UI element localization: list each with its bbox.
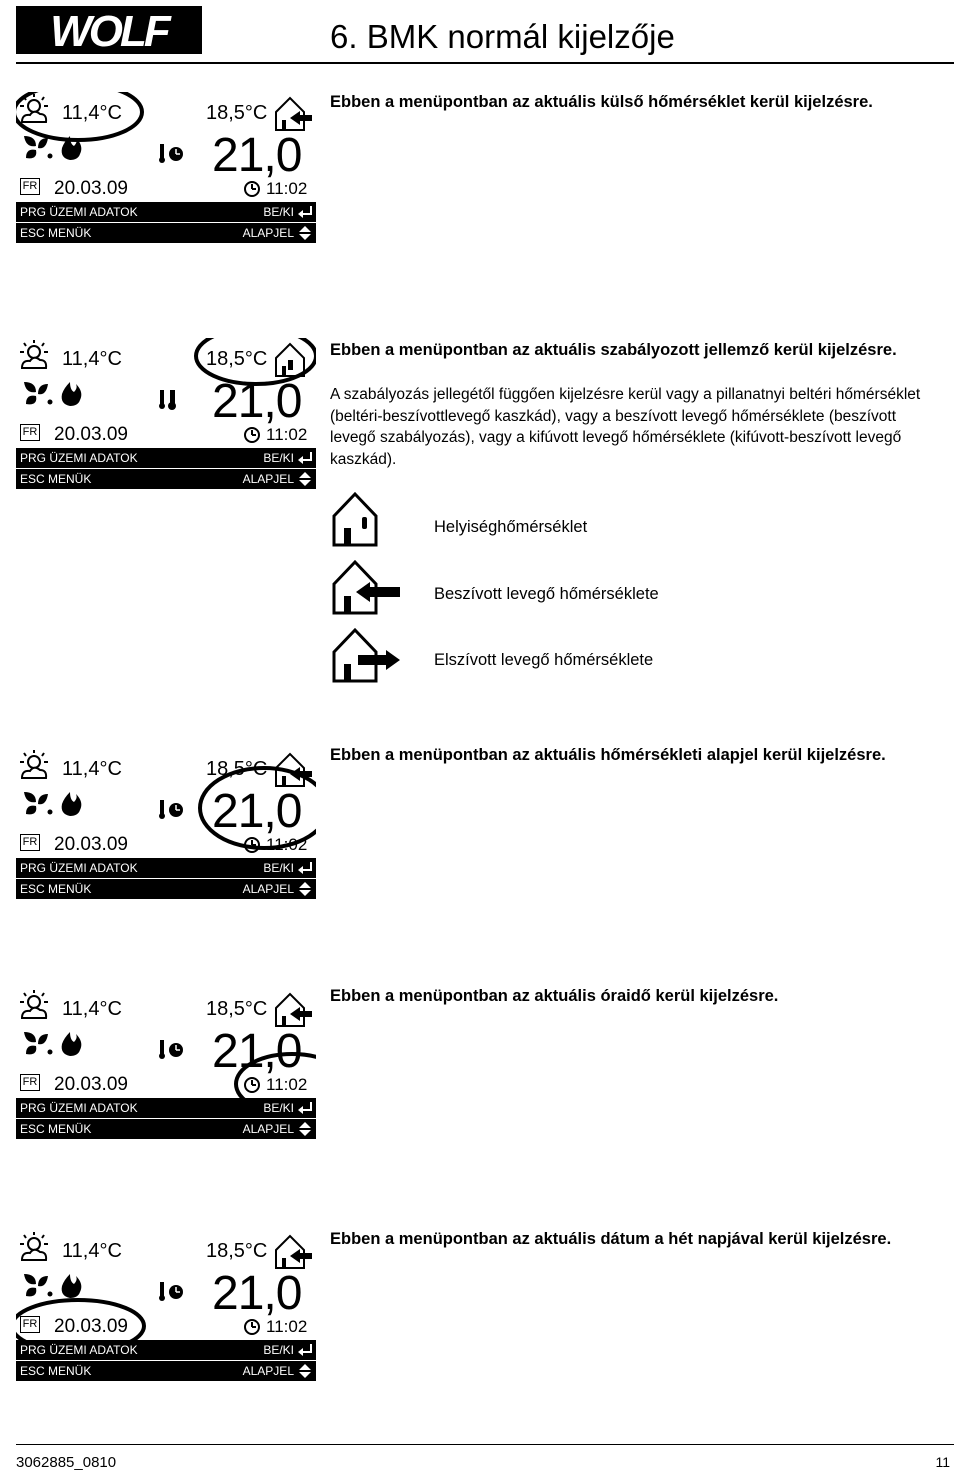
- date-readout: 20.03.09: [54, 1074, 128, 1095]
- weekday-badge: FR: [20, 424, 40, 441]
- softkey-bar-1: [16, 448, 316, 468]
- onoff-label: BE/KI: [263, 451, 294, 465]
- house-icon: [276, 344, 304, 376]
- setpoint-temperature: 18,5°C: [206, 348, 268, 370]
- weather-sun-cloud-icon: [20, 340, 48, 368]
- flame-icon: [62, 1032, 82, 1056]
- weekday-badge: FR: [20, 834, 40, 851]
- time-readout: 11:02: [266, 1317, 308, 1336]
- esc-label: ESC MENÜK: [20, 226, 92, 240]
- section-2-description: Ebben a menüpontban az aktuális szabályozott jellemző kerül kijelzésre.: [330, 341, 897, 359]
- prg-label: PRG ÜZEMI ADATOK: [20, 1101, 138, 1115]
- flame-icon: [62, 382, 82, 406]
- house-intake-arrow-icon: [330, 558, 402, 621]
- fan-icon: [24, 382, 53, 405]
- outside-temperature: 11,4°C: [62, 998, 122, 1020]
- up-down-arrows-icon: [298, 1363, 312, 1379]
- controlled-value: 21,0: [212, 129, 302, 182]
- up-down-arrows-icon: [298, 1121, 312, 1137]
- controller-display-1: [16, 92, 316, 244]
- softkey-bar-2: [16, 1119, 316, 1139]
- enter-icon: [297, 451, 313, 465]
- setpoint-label: ALAPJEL: [242, 1122, 294, 1136]
- outside-temperature: 11,4°C: [62, 102, 122, 124]
- section-5-description: Ebben a menüpontban az aktuális dátum a hét napjával kerül kijelzésre.: [330, 1230, 892, 1248]
- softkey-bar-1: [16, 858, 316, 878]
- wolf-logo: [16, 6, 202, 59]
- setpoint-temperature: 18,5°C: [206, 102, 268, 124]
- house-icon: [276, 1236, 312, 1268]
- thermometer-clock-icon: [159, 1282, 183, 1301]
- controller-display-5: [16, 1230, 316, 1382]
- onoff-label: BE/KI: [263, 205, 294, 219]
- date-readout: 20.03.09: [54, 424, 128, 445]
- time-readout: 11:02: [266, 835, 308, 854]
- weather-sun-cloud-icon: [20, 750, 48, 778]
- prg-label: PRG ÜZEMI ADATOK: [20, 1343, 138, 1357]
- setpoint-label: ALAPJEL: [242, 1364, 294, 1378]
- controller-display-3: [16, 748, 316, 900]
- softkey-bar-1: [16, 202, 316, 222]
- esc-label: ESC MENÜK: [20, 882, 92, 896]
- time-readout: 11:02: [266, 179, 308, 198]
- esc-label: ESC MENÜK: [20, 1122, 92, 1136]
- controlled-value: 21,0: [212, 1267, 302, 1320]
- outside-temperature: 11,4°C: [62, 1240, 122, 1262]
- date-readout: 20.03.09: [54, 1316, 128, 1337]
- thermometer-clock-icon: [159, 800, 183, 819]
- section-2-paragraph: A szabályozás jellegétől függően kijelzésre kerül vagy a pillanatnyi beltéri hőmérséklet (beltéri-beszívottlevegő kaszkád), vagy a beszívott levegő hőmérséklete (beszívott levegő szabályozás), vagy a kifúvott levegő hőmérséklete (kifúvott-beszívott levegő kaszkád).: [330, 386, 921, 468]
- onoff-label: BE/KI: [263, 861, 294, 875]
- house-icon: [276, 98, 312, 130]
- flame-icon: [62, 792, 82, 816]
- date-readout: 20.03.09: [54, 834, 128, 855]
- thermometer-clock-icon: [159, 390, 176, 410]
- setpoint-temperature: 18,5°C: [206, 998, 268, 1020]
- enter-icon: [297, 861, 313, 875]
- date-readout: 20.03.09: [54, 178, 128, 199]
- document-number: 3062885_0810: [16, 1454, 117, 1471]
- prg-label: PRG ÜZEMI ADATOK: [20, 205, 138, 219]
- setpoint-temperature: 18,5°C: [206, 1240, 268, 1262]
- clock-icon: [245, 182, 259, 196]
- page-number: 11: [935, 1454, 950, 1470]
- prg-label: PRG ÜZEMI ADATOK: [20, 861, 138, 875]
- setpoint-temperature: 18,5°C: [206, 758, 268, 780]
- section-1-description: Ebben a menüpontban az aktuális külső hőmérséklet kerül kijelzésre.: [330, 93, 873, 111]
- thermometer-clock-icon: [159, 144, 183, 163]
- controlled-value: 21,0: [212, 375, 302, 428]
- controller-display-4: [16, 988, 316, 1140]
- enter-icon: [297, 1101, 313, 1115]
- weekday-badge: FR: [20, 178, 40, 195]
- enter-icon: [297, 205, 313, 219]
- house-icon: [276, 994, 312, 1026]
- fan-icon: [24, 1032, 53, 1055]
- prg-label: PRG ÜZEMI ADATOK: [20, 451, 138, 465]
- softkey-bar-2: [16, 469, 316, 489]
- softkey-bar-2: [16, 223, 316, 243]
- esc-label: ESC MENÜK: [20, 1364, 92, 1378]
- header-divider: [16, 62, 954, 64]
- softkey-bar-1: [16, 1098, 316, 1118]
- controller-display-2: [16, 338, 316, 490]
- weekday-badge: FR: [20, 1316, 40, 1333]
- svg-text:WOLF: WOLF: [50, 7, 168, 54]
- setpoint-label: ALAPJEL: [242, 226, 294, 240]
- footer-divider: [16, 1444, 954, 1445]
- section-3-description: Ebben a menüpontban az aktuális hőmérsékleti alapjel kerül kijelzésre.: [330, 746, 886, 764]
- fan-icon: [24, 792, 53, 815]
- thermometer-clock-icon: [159, 1040, 183, 1059]
- weather-sun-cloud-icon: [20, 1232, 48, 1260]
- legend-room-temperature: Helyiséghőmérséklet: [434, 518, 588, 536]
- legend-exhaust-air: Elszívott levegő hőmérséklete: [434, 651, 654, 669]
- onoff-label: BE/KI: [263, 1101, 294, 1115]
- outside-temperature: 11,4°C: [62, 348, 122, 370]
- flame-icon: [62, 1274, 82, 1298]
- softkey-bar-2: [16, 879, 316, 899]
- weather-sun-cloud-icon: [20, 990, 48, 1018]
- outside-temperature: 11,4°C: [62, 758, 122, 780]
- fan-icon: [24, 1274, 53, 1297]
- onoff-label: BE/KI: [263, 1343, 294, 1357]
- legend-intake-air: Beszívott levegő hőmérséklete: [434, 585, 659, 603]
- setpoint-label: ALAPJEL: [242, 472, 294, 486]
- time-readout: 11:02: [266, 1075, 308, 1094]
- enter-icon: [297, 1343, 313, 1357]
- section-4-description: Ebben a menüpontban az aktuális óraidő kerül kijelzésre.: [330, 987, 779, 1005]
- page-title: 6. BMK normál kijelzője: [330, 18, 675, 55]
- clock-icon: [245, 428, 259, 442]
- clock-icon: [245, 1320, 259, 1334]
- controlled-value: 21,0: [212, 785, 302, 838]
- softkey-bar-2: [16, 1361, 316, 1381]
- clock-icon: [245, 1078, 259, 1092]
- controlled-value: 21,0: [212, 1025, 302, 1078]
- up-down-arrows-icon: [298, 471, 312, 487]
- time-readout: 11:02: [266, 425, 308, 444]
- weekday-badge: FR: [20, 1074, 40, 1091]
- fan-icon: [24, 136, 53, 159]
- up-down-arrows-icon: [298, 225, 312, 241]
- setpoint-label: ALAPJEL: [242, 882, 294, 896]
- house-room-icon: [330, 490, 380, 553]
- esc-label: ESC MENÜK: [20, 472, 92, 486]
- softkey-bar-1: [16, 1340, 316, 1360]
- house-exhaust-arrow-icon: [330, 626, 402, 689]
- up-down-arrows-icon: [298, 881, 312, 897]
